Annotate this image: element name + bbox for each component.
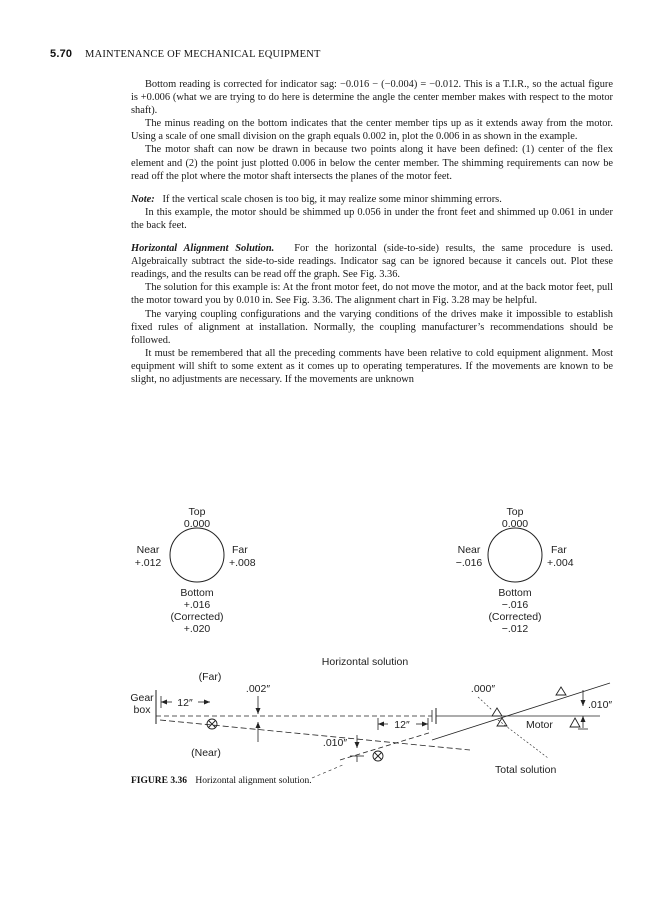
paragraph: The motor shaft can now be drawn in because two points along it have been defined: (1) center of the flex element and (2) the point just plotted 0.006 in below the center member. The shimming requirements can now be read off the plot where the motor shaft intersects the planes of the motor feet. [131,144,613,182]
dim-010-lower: .010″ [322,737,348,749]
gear-box-label-1: Gear [130,692,154,704]
right-dial-top-label: Top [506,506,524,518]
left-dial-near-label: Near [136,544,160,556]
left-dial-bottom-label: Bottom [180,587,214,599]
right-dial-bottom-label: Bottom [498,587,532,599]
left-dial-far-label: Far [232,544,248,556]
right-dial-corrected-value: −.012 [501,623,529,635]
right-dial-corrected-label: (Corrected) [488,611,542,623]
paragraph: In this example, the motor should be shimmed up 0.056 in under the front feet and shimmed up 0.061 in under the back feet. [131,206,613,231]
right-dial-bottom-value: −.016 [501,599,529,611]
paragraph: The solution for this example is: At the front motor feet, do not move the motor, and at the back motor feet, pull the motor toward you by 0.010 in. See Fig. 3.36. The alignment chart in Fig. 3.28 may be helpful. [131,282,613,307]
note-text: If the vertical scale chosen is too big, it may realize some minor shimming errors. [162,193,502,205]
section-heading: Horizontal Alignment Solution. [131,243,275,255]
far-label: (Far) [198,671,222,683]
section-text: For the horizontal (side-to-side) results, the same procedure is used. Algebraically subtract the side-to-side readings. Indicator sag can be ignored because it cancels out. Plot these readings, and the results can be read off the graph. See Fig. 3.36. [131,243,613,281]
alignment-diagram [130,656,612,778]
diagram-title: Horizontal solution [321,656,409,668]
caption-text: Horizontal alignment solution. [195,776,312,786]
dim-010-right: .010″ [588,699,613,711]
gear-box-label-2: box [133,704,151,716]
left-dial-top-label: Top [188,506,206,518]
right-dial-near-value: −.016 [455,557,483,569]
dim-12-left: 12″ [177,697,193,709]
left-dial-far-value: +.008 [229,557,256,569]
left-dial-near-value: +.012 [134,557,162,569]
right-dial-far-label: Far [551,544,567,556]
near-label: (Near) [191,747,221,759]
right-dial-near-label: Near [457,544,481,556]
back-foot-marker [556,687,566,695]
left-dial-circle [170,528,224,582]
dim-12-right: 12″ [394,719,410,731]
left-dial-bottom-value: +.016 [183,599,211,611]
caption-label: FIGURE 3.36 [131,776,187,786]
dim-002: .002″ [245,683,271,695]
figure-caption [131,776,312,786]
paragraph: It must be remembered that all the preceding comments have been relative to cold equipment alignment. Most equipment will shift to some extent as it comes up to operating temperatures. If the movements are known to be slight, no adjustments are necessary. If the movements are unknown [131,347,613,385]
right-dial-circle [488,528,542,582]
right-dial-far-value: +.004 [547,557,574,569]
page-number: 5.70 [50,48,73,60]
front-foot-marker [492,708,502,716]
left-dial-corrected-label: (Corrected) [170,611,224,623]
left-dial-corrected-value: +.020 [183,623,211,635]
right-dial [456,506,574,635]
motor-label: Motor [526,719,553,731]
paragraph: The varying coupling configurations and the varying conditions of the drives make it impossible to establish fixed rules of alignment at installation. Normally, the coupling manufacturer’s recommendations should be followed. [131,308,613,346]
note-label: Note: [131,193,155,205]
left-dial [135,506,256,635]
left-dial-top-value: 0.000 [183,518,211,530]
running-title: MAINTENANCE OF MECHANICAL EQUIPMENT [85,49,321,60]
right-dial-top-value: 0.000 [501,518,529,530]
paragraph: Bottom reading is corrected for indicator sag: −0.016 − (−0.004) = −0.012. This is a T.I.R., so the actual figure is +0.006 (what we are trying to do here is determine the angle the center member makes with respect to the motor shaft). [131,79,613,117]
paragraph: The minus reading on the bottom indicates that the center member tips up as it extends away from the motor. Using a scale of one small division on the graph equals 0.002 in, plot the 0.006 in as shown in the example. [131,118,613,143]
total-solution-label: Total solution [495,764,557,776]
dim-000: .000″ [470,683,496,695]
